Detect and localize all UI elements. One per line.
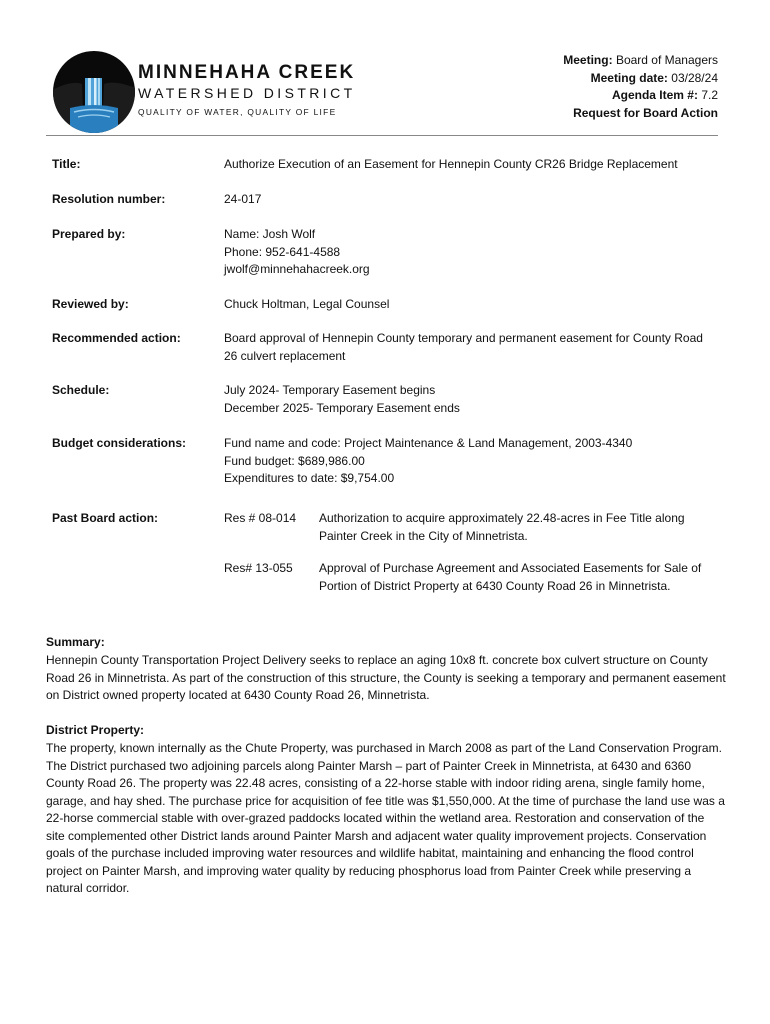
recommended-action-label: Recommended action: [52,331,181,345]
prepared-phone: Phone: 952-641-4588 [224,244,341,259]
request-title: Request for Board Action [573,105,718,120]
schedule-label: Schedule: [52,383,110,397]
district-logo-icon [52,50,136,134]
past-action-resolution: Res # 08-014 [224,511,297,525]
summary-heading: Summary: [46,635,105,649]
prepared-by-label: Prepared by: [52,227,126,241]
agenda-item-label: Agenda Item #: [611,88,698,102]
budget-value [224,435,724,488]
org-tagline: QUALITY OF WATER, QUALITY OF LIFE [138,107,337,117]
budget-fund-budget: Fund budget: $689,986.00 [224,453,365,468]
resolution-label: Resolution number: [52,192,166,206]
prepared-by-value [224,226,724,279]
agenda-item-value: 7.2 [701,88,718,102]
org-subtitle: WATERSHED DISTRICT [138,85,356,101]
title-label: Title: [52,157,81,171]
district-property-heading: District Property: [46,723,145,737]
meeting-value: Board of Managers [615,53,718,67]
past-action-description: Authorization to acquire approximately 22.48-acres in Fee Title along Painter Creek in the City of Minnetrista. [319,511,685,543]
title-value: Authorize Execution of an Easement for Hennepin County CR26 Bridge Replacement [224,157,678,171]
budget-fund-name: Fund name and code: Project Maintenance & Land Management, 2003-4340 [224,436,633,450]
reviewed-by-value: Chuck Holtman, Legal Counsel [224,297,390,311]
recommended-action-value: Board approval of Hennepin County temporary and permanent easement for County Road 26 culvert replacement [224,331,703,363]
past-action-description: Approval of Purchase Agreement and Associated Easements for Sale of Portion of District Property at 6430 County Road 26 in Minnetrista. [319,561,702,593]
summary-text: Hennepin County Transportation Project Delivery seeks to replace an aging 10x8 ft. concrete box culvert structure on County Road 26 in Minnetrista. As part of the construction of this structure, the County is seeking a temporary and permanent easement on District owned property located at 6430 County Road 26, Minnetrista. [46,653,726,702]
meeting-info [563,52,718,122]
district-property-text: The property, known internally as the Chute Property, was purchased in March 2008 as part of the Land Conservation Program. The District purchased two adjoining parcels along Painter Marsh – part of Painter Creek in Minnetrista, at 6430 and 6360 County Road 26. The property was 22.48 acres, consisting of a 22-horse stable with indoor riding arena, single family home, garage, and hay shed. The purchase price for acquisition of fee title was $1,550,000. At the time of purchase the land use was a 22-horse commercial stable with over-grazed paddocks located within the wetland area. Restoration and conservation of the site complemented other District lands around Painter Marsh and adjacent water quality improvement projects. Conservation goals of the purchase included improving water resources and wildlife habitat, maintaining and enhancing the flood control project on Painter Marsh, and improving water quality by reducing phosphorus load from Painter Creek while preserving a natural corridor. [46,741,725,895]
budget-label: Budget considerations: [52,436,187,450]
header-divider [46,135,718,136]
meeting-date-label: Meeting date: [590,70,668,85]
past-action-resolution: Res# 13-055 [224,561,293,575]
past-board-action-label: Past Board action: [52,511,159,525]
reviewed-by-label: Reviewed by: [52,297,129,311]
resolution-value: 24-017 [224,192,262,206]
meeting-date-value: 03/28/24 [671,70,718,85]
prepared-name: Name: Josh Wolf [224,227,316,241]
org-name: MINNEHAHA CREEK [138,62,356,83]
schedule-value [224,382,724,417]
meeting-label: Meeting: [563,53,613,67]
prepared-email: jwolf@minnehahacreek.org [224,262,370,276]
organization-wordmark [138,62,356,117]
schedule-line: December 2025- Temporary Easement ends [224,400,460,415]
schedule-line: July 2024- Temporary Easement begins [224,383,436,397]
budget-expenditures: Expenditures to date: $9,754.00 [224,471,395,485]
